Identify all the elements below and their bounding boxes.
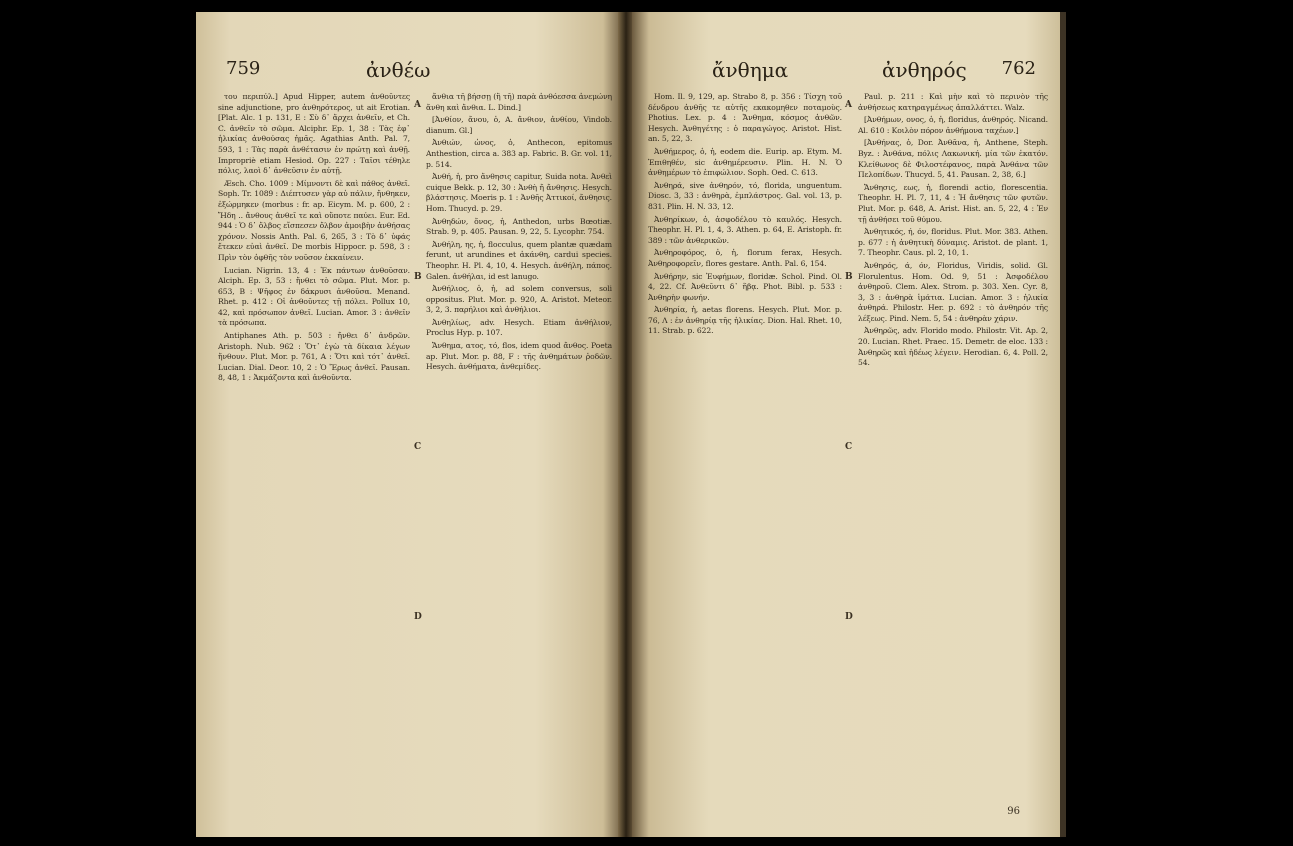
left-head-word: ἀνθέω [366, 58, 431, 82]
book-edge [1060, 12, 1066, 837]
page-footer-number: 96 [1007, 806, 1020, 817]
section-marker-b: B [845, 272, 853, 282]
left-column-a [218, 92, 410, 792]
left-column-b [426, 92, 612, 792]
paragraph: Hom. Il. 9, 129, ap. Strabo 8, p. 356 : Τίσχη τοῦ δένδρου ἀνθῆς τε αὐτῆς εκακομηθεν ποταμοὺς. Photius. Lex. p. 4 : Ἄνθημα, κόσμος ἀνθῶν. Hesych. Ἀνθηγέτης : ὁ παραγώγος. Aristot. Hist. an. 5, 22, 3. [648, 92, 842, 144]
section-marker-a: A [845, 100, 852, 110]
paragraph: Ἀνθήλη, ης, ἡ, flocculus, quem plantæ quædam ferunt, ut arundines et ἀκάνθη, cardui species. Theophr. H. Pl. 4, 10, 4. Hesych. ἀνθήλη, πάπος. Galen. ἀνθήλαι, id est lanugo. [426, 239, 612, 281]
right-running-head [632, 58, 1060, 88]
right-page [632, 12, 1060, 837]
paragraph: Ἄνθησις, εως, ἡ, florendi actio, florescentia. Theophr. H. Pl. 7, 11, 4 : Ἡ ἄνθησις τῶν φυτῶν. Plut. Mor. p. 648, A. Arist. Hist. an. 5, 22, 4 : Ἐν τῇ ἀνθήσει τοῦ θύμου. [858, 182, 1048, 224]
paragraph: Ἀνθηρία, ἡ, aetas florens. Hesych. Plut. Mor. p. 76, Λ : ἐν ἀνθηρίᾳ τῆς ἡλικίας. Dion. Hal. Rhet. 10, 11. Strab. p. 622. [648, 305, 842, 336]
right-page-number: 762 [1001, 58, 1036, 79]
paragraph: ἄνθια τῆ βήσσῃ (ἢ τῆ) παρὰ ἀνθόεσσα ἀνεμώνη ἄνθη καὶ ἄνθια. L. Dind.] [426, 92, 612, 112]
paragraph: Ἀνθηρός, ά, όν, Floridus, Viridis, solid. Gl. Florulentus. Hom. Od. 9, 51 : Ἀσφοδέλου ἀνθηροῦ. Clem. Alex. Strom. p. 303. Xen. Cyr. 8, 3, 3 : ἀνθηρὰ ἱμάτια. Lucian. Amor. 3 : ἡλικία ἀνθηρά. Philostr. Her. p. 692 : τὸ ἀνθηρόν τῆς λέξεως. Pind. Nem. 5, 54 : ἀνθηρὰν χάριν. [858, 260, 1048, 323]
section-marker-c: C [845, 442, 853, 452]
right-head-word: ἄνθημα [712, 58, 789, 82]
left-page-number: 759 [226, 58, 261, 79]
paragraph: Ἀνθηρῶς, adv. Florido modo. Philostr. Vit. Ap. 2, 20. Lucian. Rhet. Praec. 15. Demetr. de eloc. 133 : Ἀνθηρῶς καὶ ἡδέως λέγειν. Herodian. 6, 4. Poll. 2, 54. [858, 326, 1048, 368]
book-spread [196, 12, 1060, 837]
section-marker-d: D [845, 612, 853, 622]
right-column-b [858, 92, 1048, 792]
right-next-head: ἀνθηρός [882, 58, 967, 82]
section-marker-d: D [414, 612, 422, 622]
paragraph: Ἀνθηρά, sive ἀνθηρόν, τό, florida, unguentum. Diosc. 3, 33 : ἀνθηρὰ, ἐμπλάστρος. Gal. vol. 13, p. 831. Plin. H. N. 33, 12. [648, 180, 842, 211]
section-marker-a: A [414, 100, 421, 110]
paragraph: Ἄνθημα, ατος, τό, flos, idem quod ἄνθος. Poeta ap. Plut. Mor. p. 88, F : τῆς ἀνθημάτων ῥοδῶν. Hesych. ἀνθήματα, ἀνθεμίδες. [426, 341, 612, 372]
paragraph: Ἀνθήλιος, ὁ, ἡ, ad solem conversus, soli oppositus. Plut. Mor. p. 920, A. Aristot. Meteor. 3, 2, 3. παρήλιοι καὶ ἀνθήλιοι. [426, 284, 612, 315]
section-marker-c: C [414, 442, 422, 452]
paragraph: Lucian. Nigrin. 13, 4 : Ἐκ πάντων ἀνθοῦσαν. Alciph. Ep. 3, 53 : ἤνθει τὸ σῶμα. Plut. Mor. p. 653, B : Ψῆφος ἐν δάκρυσι ἀνθοῦσα. Menand. Rhet. p. 412 : Οἱ ἀνθοῦντες τῇ πόλει. Pollux 10, 42, καὶ πρόσωπον ἀνθεῖ. Lucian. Amor. 3 : ἀνθεῖν τὰ πρόσωπα. [218, 265, 410, 328]
paragraph: [Ἀνθήμων, ονος, ὁ, ἡ, floridus, ἀνθηρός. Nicand. Al. 610 : Κοιλὸν πόρον ἀνθήμονα ταχέων.] [858, 115, 1048, 135]
paragraph: Ἀνθηρίκων, ὁ, ἀσφοδέλου τὸ καυλός. Hesych. Theophr. H. Pl. 1, 4, 3. Athen. p. 64, E. Aristoph. fr. 389 : τῶν ἀνθερικῶν. [648, 214, 842, 245]
paragraph: Ἀνθηλίως, adv. Hesych. Etiam ἀνθήλιον, Proclus Hyp. p. 107. [426, 317, 612, 338]
paragraph: Ἀνθιών, ὡνος, ὁ, Anthecon, epitomus Anthestion, circa a. 383 ap. Fabric. B. Gr. vol. 11, p. 514. [426, 138, 612, 169]
right-column-a [648, 92, 842, 792]
paragraph: Æsch. Cho. 1009 : Μίμνοντι δὲ καὶ πάθος ἀνθεῖ. Soph. Tr. 1089 : Διέπτυσεν γὰρ αὐ πάλιν, ἤνθηκεν, ἐξώρμηκεν (morbus : fr. ap. Eicym. M. p. 600, 2 : Ἤδη .. ἄνθους ἀνθεῖ τε καὶ οὔποτε παύει. Eur. Ed. 944 : Ὁ δ᾽ ὄλβος εἴσπεσεν ὄλβον ἀμοιβὴν ἀνθήσας χρόνον. Nossis Anth. Pal. 6, 265, 3 : Τὸ δ᾽ ὑφάς ἔτεκεν εὐαὶ ἀνθεῖ. De morbis Hippocr. p. 598, 3 : Πρὶν τὸν ὀφθῆς τὸν νοῦσον ἐκκαίνειν. [218, 178, 410, 262]
paragraph: [Ἀνθήνας, ὁ, Dor. Ἀνθᾶνα, ἡ, Anthene, Steph. Byz. : Ἀνθάνα, πόλις Λακωνική. μία τῶν ἑκατόν. Κλείθωνος δὲ Φιλοστέφανος, παρὰ Ἀνθάνα τῶν Πελοπίδων. Thucyd. 5, 41. Pausan. 2, 38, 6.] [858, 138, 1048, 180]
paragraph: του περιπύλ.] Apud Hipper, autem ἀνθοῦντες sine adjunctione, pro ἀνθηρότερος, ut ait Erotian. [Plat. Alc. 1 p. 131, E : Σὺ δ᾽ ἄρχει ἀνθεῖν, et Ch. C. ἀνθεῖν τὸ σῶμα. Alciphr. Ep. 1, 38 : Τὰς ἐφ᾽ ἡλικίας ἀνθούσας ἡμᾶς. Agathias Anth. Pal. 7, 593, 1 : Τὰς παρὰ ἀνθέτασιν ἐν πρώτῃ καὶ ἀνθῇ. Impropriè etiam Hesiod. Op. 227 : Ταῖσι τέθηλε πόλις, λαοὶ δ᾽ ἀνθεῦσιν ἐν αὐτῇ. [218, 92, 410, 176]
paragraph: Ἀνθή, ἡ, pro ἄνθησις capitur, Suida nota. Ἀνθεὶ cuique Bekk. p. 12, 30 : Ἀνθὴ ἤ ἄνθησις. Hesych. βλάστησις. Moeris p. 1 : Ἀνθῆς Ἀττικοί, ἄνθησις. Hom. Thucyd. p. 29. [426, 172, 612, 213]
section-marker-b: B [414, 272, 422, 282]
left-page [196, 12, 620, 837]
paragraph: Antiphanes Ath. p. 503 : ἤνθει δ᾽ ἀνδρῶν. Aristoph. Nub. 962 : Ὅτ᾽ ἐγὼ τὰ δίκαια λέγων ἤνθουν. Plut. Mor. p. 761, A : Ὅτι καὶ τότ᾽ ἀνθεῖ. Lucian. Dial. Deor. 10, 2 : Ὁ Ἔρως ἀνθεῖ. Pausan. 8, 48, 1 : Ἀκμάζοντα καὶ ἀνθοῦντα. [218, 331, 410, 383]
paragraph: Ἀνθηροφόρος, ὁ, ἡ, florum ferax, Hesych. Ἀνθηροφορεῖν, flores gestare. Anth. Pal. 6, 154. [648, 248, 842, 268]
left-running-head [196, 58, 620, 88]
paragraph: [Ἀνθίον, ἄνου, ὁ, A. ἄνθιον, ἀνθίου, Vindob. dianum. Gl.] [426, 115, 612, 135]
paragraph: Ἀνθηδών, ὄνος, ἡ, Anthedon, urbs Bœotiæ. Strab. 9, p. 405. Pausan. 9, 22, 5. Lycophr. 754. [426, 216, 612, 237]
paragraph: Ἀνθητικός, ή, όν, floridus. Plut. Mor. 383. Athen. p. 677 : ἡ ἀνθητικὴ δύναμις. Aristot. de plant. 1, 7. Theophr. Caus. pl. 2, 10, 1. [858, 227, 1048, 258]
paragraph: Paul. p. 211 : Καὶ μὴν καὶ τὸ περινὸν τῆς ἀνθήσεως κατηραγμένως ἀπαλλάττει. Walz. [858, 92, 1048, 112]
paragraph: Ἀνθήμερος, ὁ, ἡ, eodem die. Eurip. ap. Etym. M. Ἐπιθηθέν, sic ἀνθημέρευσιν. Plin. H. N. Ὁ ἀνθημέρων τὸ ἐπιφώλιον. Soph. Oed. C. 613. [648, 146, 842, 178]
paragraph: Ἀνθήρην, sic Ἐυφήμων, floridæ. Schol. Pind. Ol. 4, 22. Cf. Ἀνθεῦντι δ᾽ ἥβᾳ. Phot. Bibl. p. 533 : Ἀνθηρὴν φωνήν. [648, 271, 842, 302]
